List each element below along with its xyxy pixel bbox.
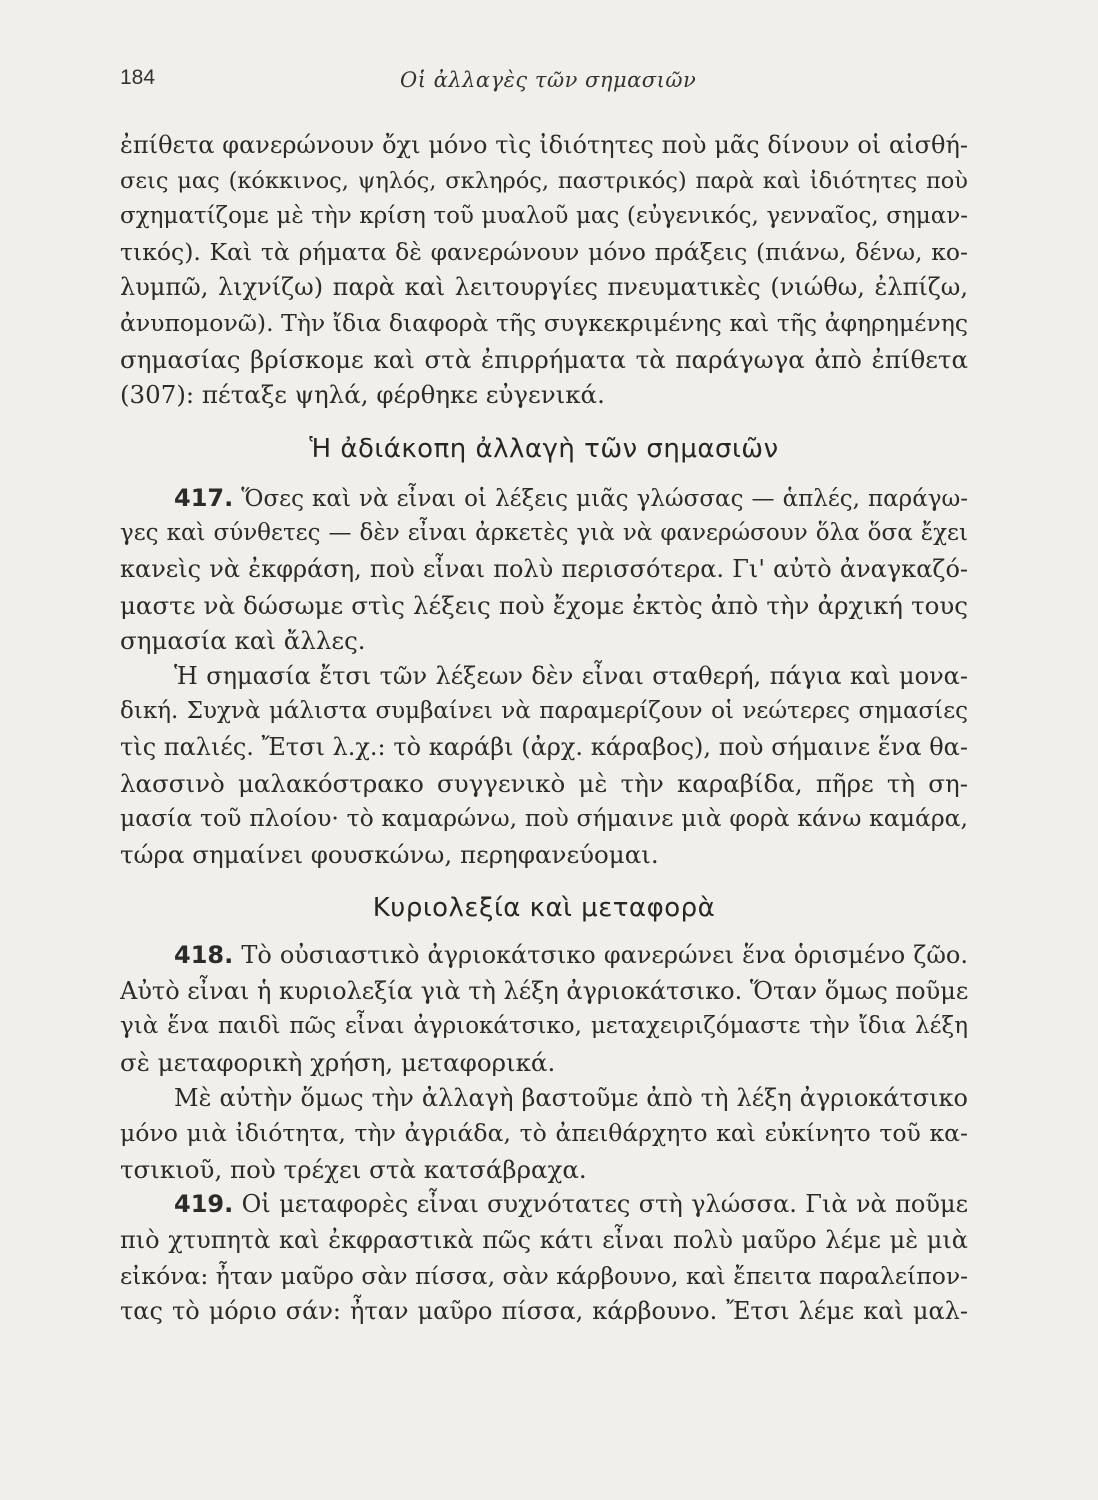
text-line: γιὰ ἕνα παιδὶ πῶς εἶναι ἀγριοκάτσικο, μεταχειριζόμαστε τὴν ἴδια λέξη [120, 1013, 968, 1040]
body-text [120, 128, 968, 1330]
text-line: Αὐτὸ εἶναι ἡ κυριολεξία γιὰ τὴ λέξη ἀγριοκάτσικο. Ὅταν ὅμως ποῦμε [120, 976, 968, 1005]
text-span: Τὸ οὐσιαστικὸ ἀγριοκάτσικο φανερώνει ἕνα ὁρισμένο ζῶο. [241, 941, 968, 970]
text-line: τικός). Καὶ τὰ ρήματα δὲ φανερώνουν μόνο πράξεις (πιάνω, δένω, κο- [120, 237, 968, 266]
text-line: τώρα σημαίνει φουσκώνω, περηφανεύομαι. [120, 839, 659, 869]
paragraph-418-continued [120, 1081, 968, 1188]
text-line: μόνο μιὰ ἰδιότητα, τὴν ἀγριάδα, τὸ ἀπειθάρχητο καὶ εὐκίνητο τοῦ κα- [120, 1119, 968, 1148]
section-heading: Ἡ ἀδιάκοπη ἀλλαγὴ τῶν σημασιῶν [309, 433, 779, 464]
section-heading: Κυριολεξία καὶ μεταφορὰ [372, 893, 716, 924]
paragraph-number: 418. [174, 941, 234, 970]
paragraph-417 [120, 481, 968, 659]
paragraph-417-continued [120, 659, 968, 873]
text-line: μασία τοῦ πλοίου· τὸ καμαρώνω, ποὺ σήμαινε μιὰ φορὰ κάνω καμάρα, [120, 804, 968, 833]
paragraph-number: 417. [174, 483, 234, 512]
paragraph-continued [120, 128, 968, 413]
text-line: (307): πέταξε ψηλά, φέρθηκε εὐγενικά. [120, 380, 605, 410]
text-line: γες καὶ σύνθετες — δὲν εἶναι ἀρκετὲς γιὰ νὰ φανερώσουν ὅλα ὅσα ἔχει [120, 520, 968, 547]
text-line: τσικιοῦ, ποὺ τρέχει στὰ κατσάβραχα. [120, 1154, 587, 1184]
text-line: μαστε νὰ δώσωμε στὶς λέξεις ποὺ ἔχομε ἐκτὸς ἀπὸ τὴν ἀρχική τους [120, 590, 968, 620]
text-line [120, 481, 968, 517]
text-line: πιὸ χτυπητὰ καὶ ἐκφραστικὰ πῶς κάτι εἶναι πολὺ μαῦρο λέμε μὲ μιὰ [120, 1226, 968, 1255]
text-line: τὶς παλιές. Ἔτσι λ.χ.: τὸ καράβι (ἀρχ. κάραβος), ποὺ σήμαινε ἕνα θα- [120, 732, 968, 761]
text-span: Ὅσες καὶ νὰ εἶναι οἱ λέξεις μιᾶς γλώσσας — ἁπλές, παράγω- [241, 485, 968, 512]
text-line: σημασίας βρίσκομε καὶ στὰ ἐπιρρήματα τὰ παράγωγα ἀπὸ ἐπίθετα [120, 344, 968, 374]
paragraph-number: 419. [174, 1190, 234, 1219]
page-number: 184 [120, 66, 156, 89]
text-line: δική. Συχνὰ μάλιστα συμβαίνει νὰ παραμερίζουν οἱ νεώτερες σημασίες [120, 698, 968, 725]
text-line: λυμπῶ, λιχνίζω) παρὰ καὶ λειτουργίες πνευματικὲς (νιώθω, ἐλπίζω, [120, 273, 968, 302]
text-line: σὲ μεταφορικὴ χρήση, μεταφορικά. [120, 1048, 556, 1078]
text-line [120, 938, 968, 974]
text-line: σχηματίζομε μὲ τὴν κρίση τοῦ μυαλοῦ μας (εὐγενικός, γενναῖος, σημαν- [120, 203, 968, 230]
text-line: Μὲ αὐτὴν ὅμως τὴν ἀλλαγὴ βαστοῦμε ἀπὸ τὴ λέξη ἀγριοκάτσικο [174, 1083, 968, 1112]
text-line: σημασία καὶ ἄλλες. [120, 626, 366, 656]
text-line: σεις μας (κόκκινος, ψηλός, σκληρός, παστρικός) παρὰ καὶ ἰδιότητες ποὺ [120, 167, 968, 194]
text-line: Ἡ σημασία ἔτσι τῶν λέξεων δὲν εἶναι σταθερή, πάγια καὶ μονα- [174, 661, 968, 690]
text-line: τας τὸ μόριο σάν: ἦταν μαῦρο πίσσα, κάρβουνο. Ἔτσι λέμε καὶ μαλ- [120, 1297, 968, 1326]
text-line: κανεὶς νὰ ἐκφράση, ποὺ εἶναι πολὺ περισσότερα. Γι' αὐτὸ ἀναγκαζό- [120, 554, 968, 583]
text-line: ἐπίθετα φανερώνουν ὄχι μόνο τὶς ἰδιότητες ποὺ μᾶς δίνουν οἱ αἰσθή- [120, 131, 968, 159]
text-line: εἰκόνα: ἦταν μαῦρο σὰν πίσσα, σὰν κάρβουνο, καὶ ἔπειτα παραλείπον- [120, 1261, 968, 1290]
text-line: ἀνυπομονῶ). Τὴν ἴδια διαφορὰ τῆς συγκεκριμένης καὶ τῆς ἀφηρημένης [120, 308, 968, 337]
paragraph-418 [120, 938, 968, 1080]
text-line: λασσινὸ μαλακόστρακο συγγενικὸ μὲ τὴν καραβίδα, πῆρε τὴ ση- [120, 768, 968, 798]
paragraph-419 [120, 1187, 968, 1329]
text-span: Οἱ μεταφορὲς εἶναι συχνότατες στὴ γλώσσα. Γιὰ νὰ ποῦμε [241, 1190, 968, 1219]
running-title: Οἱ ἀλλαγὲς τῶν σημασιῶν [400, 68, 697, 92]
text-line [120, 1187, 968, 1223]
page-header [120, 66, 970, 100]
